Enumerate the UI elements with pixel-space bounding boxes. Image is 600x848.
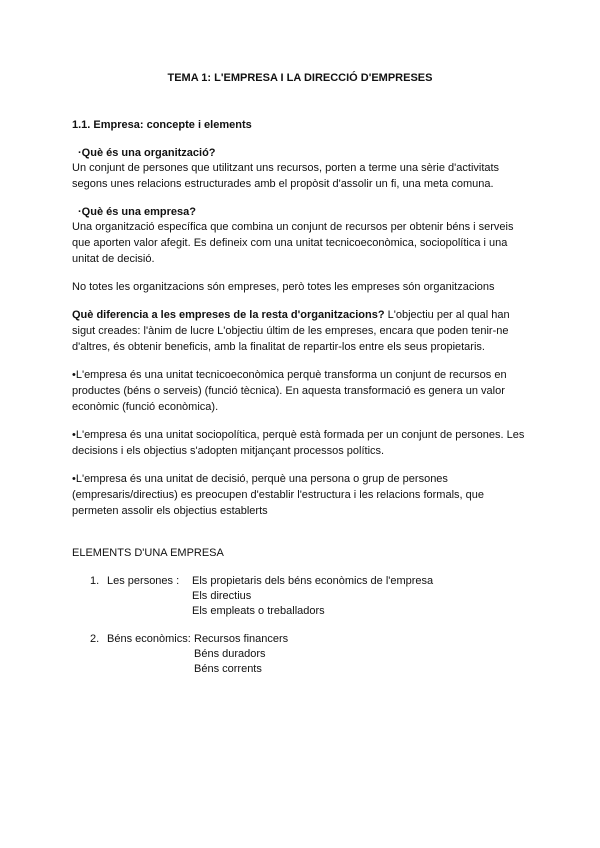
bullet-tecnicoeconomica-line: productes (béns o serveis) (funció tècnica). En aquesta transformació es genera un valor [72, 385, 505, 397]
question-company-heading: ·Què és una empresa? [78, 206, 196, 218]
bullet-sociopolitica-line: decisions i els objectius s'adopten mitjançant processos polítics. [72, 445, 385, 457]
list-item: Béns corrents [194, 663, 262, 675]
difference-answer-start: L'objectiu per al qual han [384, 309, 510, 321]
difference-question: Què diferencia a les empreses de la resta d'organitzacions? [72, 309, 385, 321]
list-item: Els directius [192, 590, 252, 602]
question-organization-heading: ·Què és una organització? [78, 147, 216, 159]
list-label-persones: Les persones : [107, 575, 180, 587]
list-item: Els propietaris dels béns econòmics de l'empresa [192, 575, 434, 587]
question-organization-line: segons unes relacions estructurades amb el propòsit d'assolir un fi, una meta comuna. [72, 178, 494, 190]
elements-heading: ELEMENTS D'UNA EMPRESA [72, 547, 224, 559]
question-organization-line: Un conjunt de persones que utilitzant uns recursos, porten a terme una sèrie d'activitats [72, 162, 500, 174]
bullet-decisio-line: permeten assolir els objectius establerts [72, 505, 268, 517]
bullet-decisio-line: (empresaris/directius) es preocupen d'establir l'estructura i les relacions formals, que [72, 489, 484, 501]
bullet-tecnicoeconomica-line: •L'empresa és una unitat tecnicoeconòmica perquè transforma un conjunt de recursos en [72, 369, 507, 381]
document-title: TEMA 1: L'EMPRESA I LA DIRECCIÓ D'EMPRESES [167, 72, 433, 84]
section-heading: 1.1. Empresa: concepte i elements [72, 119, 252, 131]
question-company-line: unitat de decisió. [72, 253, 155, 265]
difference-paragraph-line: d'altres, és obtenir beneficis, amb la finalitat de repartir-los entre els seus propietaris. [72, 341, 485, 353]
question-company-line: Una organització específica que combina un conjunt de recursos per obtenir béns i serveis [72, 221, 514, 233]
bullet-tecnicoeconomica-line: econòmic (funció econòmica). [72, 401, 219, 413]
list-item: Béns duradors [194, 648, 266, 660]
difference-paragraph-line: sigut creades: l'ànim de lucre L'objectiu últim de les empreses, encara que poden tenir-ne [72, 325, 509, 337]
bullet-sociopolitica-line: •L'empresa és una unitat sociopolítica, perquè està formada per un conjunt de persones. Les [72, 429, 525, 441]
statement-paragraph: No totes les organitzacions són empreses, però totes les empreses són organitzacions [72, 281, 495, 293]
question-company-line: que aporten valor afegit. Es defineix com una unitat tecnicoeconòmica, sociopolítica i una [72, 237, 508, 249]
list-number: 2. [90, 633, 100, 645]
list-number: 1. [90, 575, 100, 587]
list-item: Els empleats o treballadors [192, 605, 325, 617]
bullet-decisio-line: •L'empresa és una unitat de decisió, perquè una persona o grup de persones [72, 473, 448, 485]
list-item: Recursos financers [194, 633, 289, 645]
list-label-bens: Béns econòmics: [107, 633, 191, 645]
difference-paragraph-line [72, 307, 510, 323]
